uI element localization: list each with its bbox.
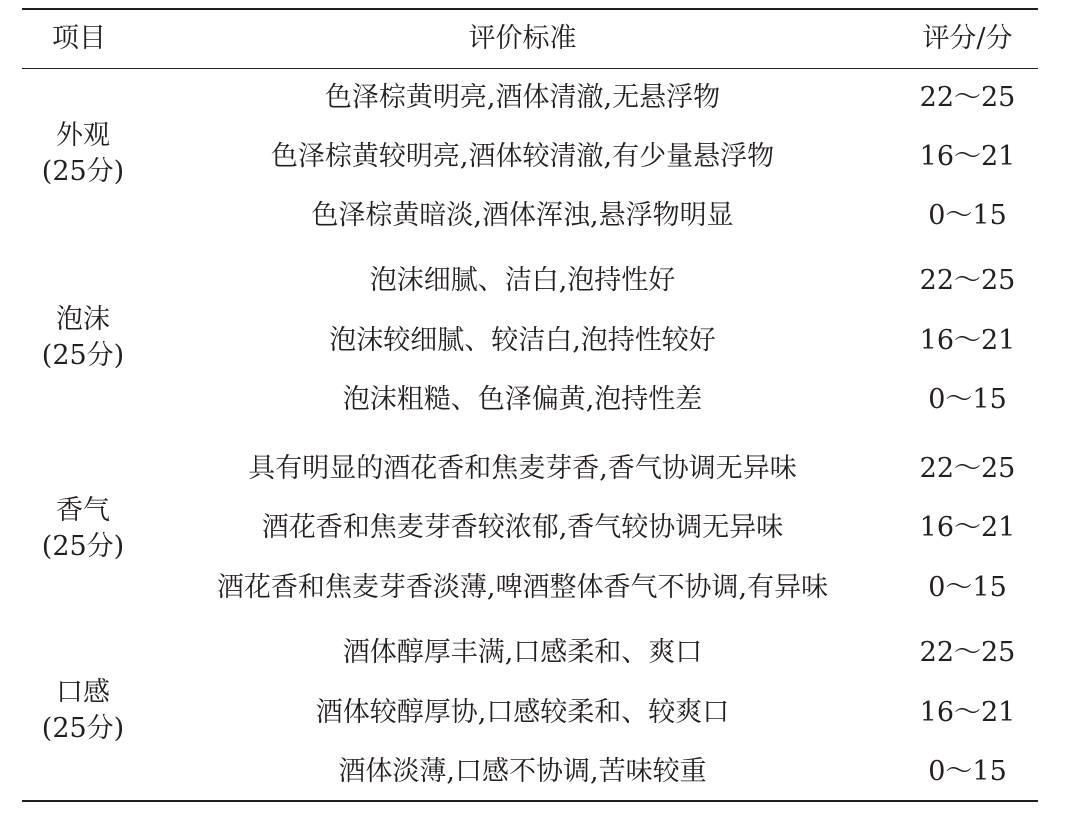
- criteria-cell: 泡沫较细腻、较洁白,泡持性较好: [329, 325, 716, 356]
- header-criteria: 评价标准: [468, 23, 577, 54]
- criteria-cell: 酒体淡薄,口感不协调,苦味较重: [338, 756, 707, 787]
- header-item: 项目: [52, 23, 106, 54]
- category-name: 泡沫: [56, 304, 110, 335]
- score-cell: 16～21: [919, 141, 1016, 172]
- category-taste: [28, 675, 138, 747]
- score-cell: 22～25: [919, 453, 1016, 484]
- category-points: (25分): [41, 156, 125, 187]
- criteria-cell: 酒体较醇厚协,口感较柔和、较爽口: [315, 697, 730, 728]
- score-cell: 0～15: [928, 384, 1007, 415]
- score-cell: 0～15: [928, 756, 1007, 787]
- header-score: 评分/分: [922, 23, 1013, 54]
- score-cell: 22～25: [919, 637, 1016, 668]
- category-foam: [28, 302, 138, 374]
- criteria-cell: 酒体醇厚丰满,口感柔和、爽口: [342, 637, 703, 668]
- score-cell: 0～15: [928, 200, 1007, 231]
- table-bottom-rule: [22, 800, 1038, 802]
- category-name: 外观: [56, 120, 110, 151]
- criteria-cell: 色泽棕黄明亮,酒体清澈,无悬浮物: [324, 82, 721, 113]
- criteria-cell: 泡沫细腻、洁白,泡持性好: [369, 265, 676, 296]
- category-aroma: [28, 493, 138, 565]
- criteria-cell: 泡沫粗糙、色泽偏黄,泡持性差: [342, 384, 703, 415]
- category-appearance: [28, 118, 138, 190]
- score-cell: 16～21: [919, 325, 1016, 356]
- score-cell: 22～25: [919, 265, 1016, 296]
- score-cell: 0～15: [928, 572, 1007, 603]
- criteria-cell: 酒花香和焦麦芽香较浓郁,香气较协调无异味: [261, 512, 784, 543]
- table-top-rule: [22, 8, 1038, 10]
- criteria-cell: 具有明显的酒花香和焦麦芽香,香气协调无异味: [248, 453, 797, 484]
- score-cell: 16～21: [919, 697, 1016, 728]
- table-header-rule: [22, 68, 1038, 69]
- score-cell: 16～21: [919, 512, 1016, 543]
- score-cell: 22～25: [919, 82, 1016, 113]
- category-points: (25分): [41, 531, 125, 562]
- criteria-cell: 色泽棕黄暗淡,酒体浑浊,悬浮物明显: [311, 200, 734, 231]
- category-points: (25分): [41, 713, 125, 744]
- category-points: (25分): [41, 340, 125, 371]
- category-name: 香气: [56, 495, 110, 526]
- criteria-cell: 色泽棕黄较明亮,酒体较清澈,有少量悬浮物: [270, 141, 775, 172]
- category-name: 口感: [56, 677, 110, 708]
- criteria-cell: 酒花香和焦麦芽香淡薄,啤酒整体香气不协调,有异味: [216, 572, 829, 603]
